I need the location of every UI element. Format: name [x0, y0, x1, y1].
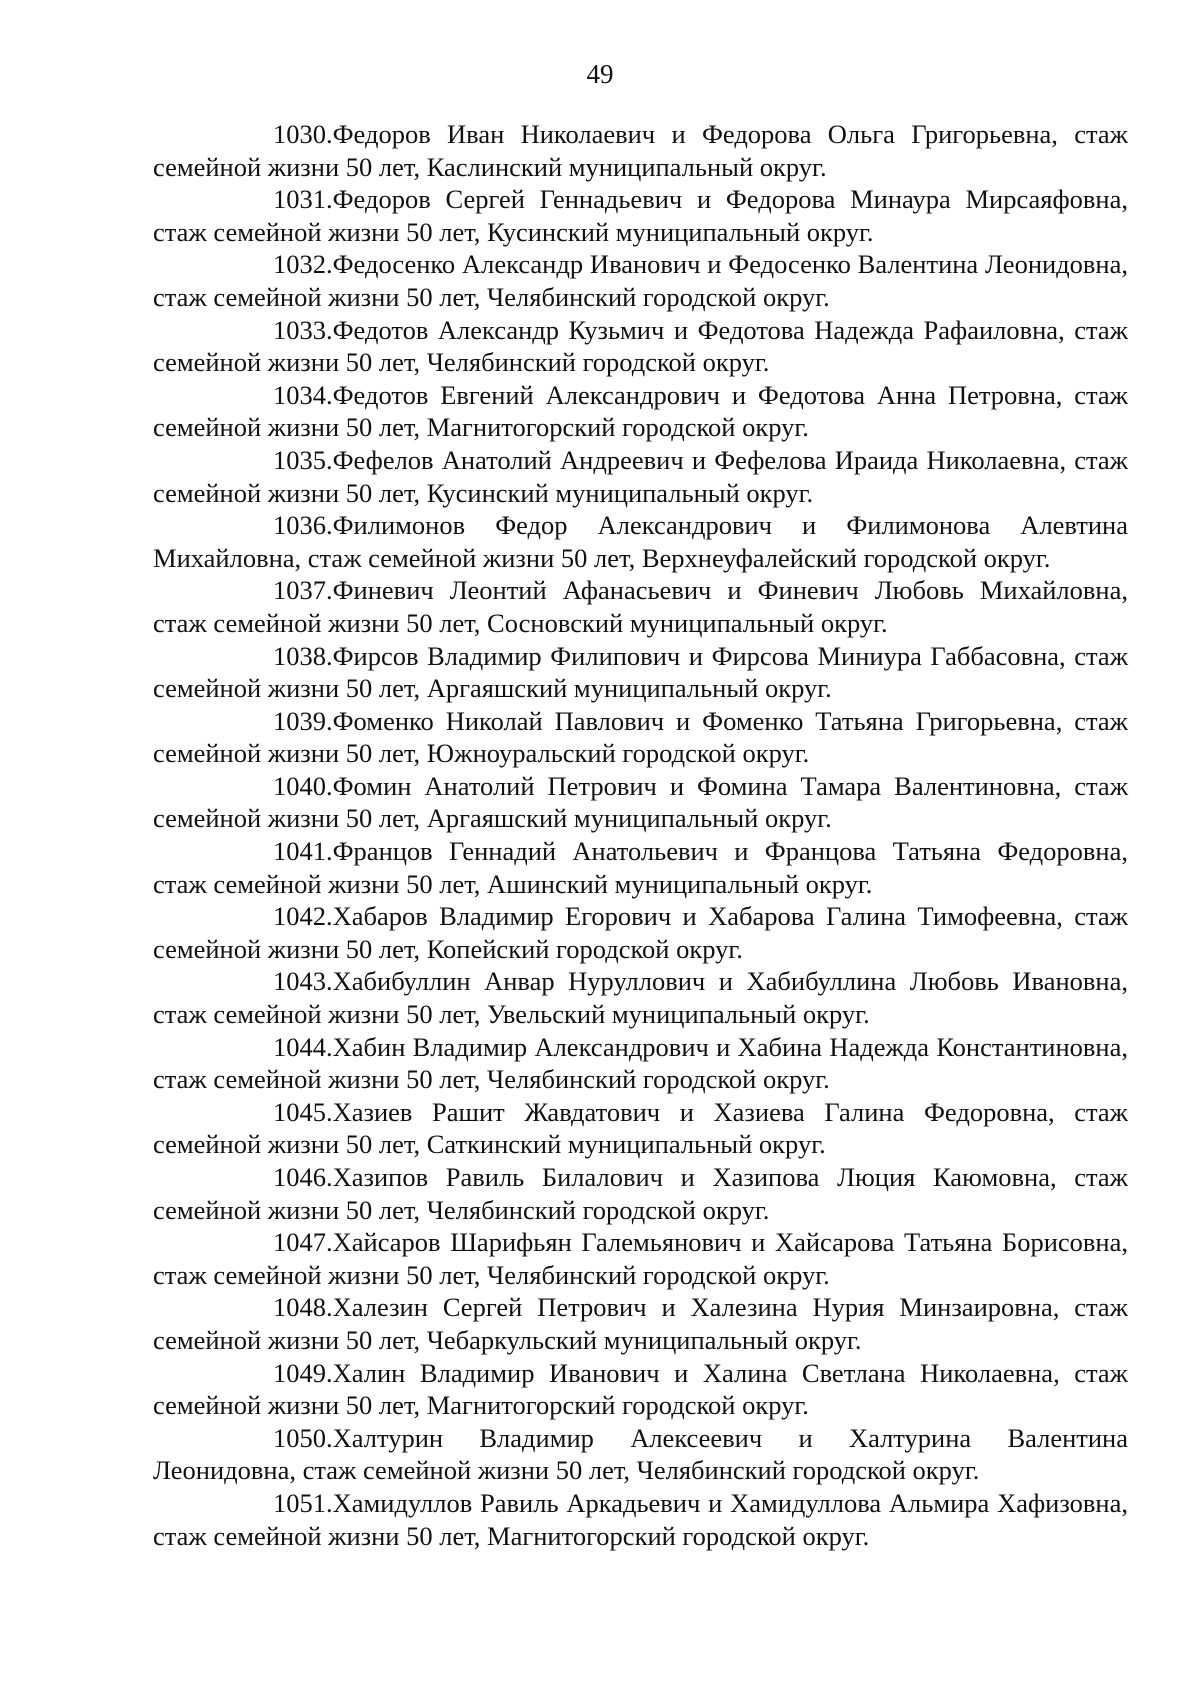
list-item: [153, 118, 1128, 183]
list-item: [153, 379, 1128, 444]
entry-number: 1042.: [273, 901, 333, 932]
entry-number: 1046.: [273, 1162, 333, 1192]
entry-text: Фефелов Анатолий Андреевич и Фефелова Ираида Николаевна, стаж семейной жизни 50 лет, Кусинский муниципальный округ.: [153, 444, 1128, 508]
list-item: [153, 509, 1128, 574]
list-item: [153, 835, 1128, 900]
entry-number: 1049.: [273, 1357, 333, 1388]
list-item: [153, 900, 1128, 965]
entry-number: 1043.: [273, 966, 333, 997]
list-item: [153, 1096, 1128, 1161]
list-item: [153, 1031, 1128, 1096]
entry-number: 1040.: [273, 770, 333, 801]
entry-text: Хабаров Владимир Егорович и Хабарова Галина Тимофеевна, стаж семейной жизни 50 лет, Копейский городской округ.: [153, 901, 1128, 964]
list-item: [153, 1487, 1128, 1552]
list-item: [153, 965, 1128, 1030]
entry-number: 1041.: [273, 836, 333, 867]
entry-text: Фирсов Владимир Филипович и Фирсова Миниура Габбасовна, стаж семейной жизни 50 лет, Аргаяшский муниципальный округ.: [153, 640, 1128, 704]
entry-number: 1037.: [273, 575, 333, 606]
entry-text: Хазиев Рашит Жавдатович и Хазиева Галина Федоровна, стаж семейной жизни 50 лет, Саткинский муниципальный округ.: [153, 1096, 1128, 1160]
entry-text: Фомин Анатолий Петрович и Фомина Тамара Валентиновна, стаж семейной жизни 50 лет, Аргаяшский муниципальный округ.: [153, 770, 1128, 834]
entry-text: Хазипов Равиль Билалович и Хазипова Люция Каюмовна, стаж семейной жизни 50 лет, Челябинский городской округ.: [153, 1162, 1128, 1225]
list-item: [153, 1422, 1128, 1487]
entry-text: Халин Владимир Иванович и Халина Светлана Николаевна, стаж семейной жизни 50 лет, Магнитогорский городской округ.: [153, 1357, 1128, 1421]
list-item: [153, 1226, 1128, 1291]
entry-text: Федоров Сергей Геннадьевич и Федорова Минаура Мирсаяфовна, стаж семейной жизни 50 лет, Кусинский муниципальный округ.: [153, 184, 1128, 247]
entry-text: Филимонов Федор Александрович и Филимонова Алевтина Михайловна, стаж семейной жизни 50 лет, Верхнеуфалейский городской округ.: [153, 510, 1128, 573]
entry-text: Федотов Александр Кузьмич и Федотова Надежда Рафаиловна, стаж семейной жизни 50 лет, Челябинский городской округ.: [153, 314, 1128, 378]
entry-text: Федоров Иван Николаевич и Федорова Ольга Григорьевна, стаж семейной жизни 50 лет, Каслинский муниципальный округ.: [153, 119, 1128, 182]
entry-number: 1048.: [273, 1292, 333, 1323]
entry-text: Хамидуллов Равиль Аркадьевич и Хамидуллова Альмира Хафизовна, стаж семейной жизни 50 лет, Магнитогорский городской округ.: [153, 1487, 1128, 1551]
entry-list: [153, 118, 1128, 1552]
entry-number: 1033.: [273, 314, 333, 345]
entry-number: 1032.: [273, 249, 333, 280]
entry-number: 1045.: [273, 1096, 333, 1127]
entry-number: 1047.: [273, 1227, 333, 1258]
list-item: [153, 183, 1128, 248]
entry-text: Хабин Владимир Александрович и Хабина Надежда Константиновна, стаж семейной жизни 50 лет, Челябинский городской округ.: [153, 1031, 1128, 1095]
list-item: [153, 444, 1128, 509]
entry-number: 1038.: [273, 640, 333, 671]
entry-number: 1030.: [273, 119, 333, 149]
entry-text: Федотов Евгений Александрович и Федотова Анна Петровна, стаж семейной жизни 50 лет, Магнитогорский городской округ.: [153, 379, 1128, 443]
list-item: [153, 1161, 1128, 1226]
entry-number: 1034.: [273, 379, 333, 410]
entry-text: Францов Геннадий Анатольевич и Францова Татьяна Федоровна, стаж семейной жизни 50 лет, Ашинский муниципальный округ.: [153, 836, 1128, 899]
page-number: 49: [586, 59, 614, 89]
list-item: [153, 705, 1128, 770]
list-item: [153, 314, 1128, 379]
list-item: [153, 248, 1128, 313]
entry-number: 1035.: [273, 444, 333, 475]
entry-text: Финевич Леонтий Афанасьевич и Финевич Любовь Михайловна, стаж семейной жизни 50 лет, Сосновский муниципальный округ.: [153, 575, 1128, 638]
entry-number: 1050.: [273, 1422, 333, 1453]
entry-text: Хайсаров Шарифьян Галемьянович и Хайсарова Татьяна Борисовна, стаж семейной жизни 50 лет, Челябинский городской округ.: [153, 1227, 1128, 1290]
entry-number: 1036.: [273, 510, 333, 541]
entry-number: 1039.: [273, 705, 333, 736]
entry-text: Федосенко Александр Иванович и Федосенко Валентина Леонидовна, стаж семейной жизни 50 лет, Челябинский городской округ.: [153, 249, 1128, 312]
entry-text: Фоменко Николай Павлович и Фоменко Татьяна Григорьевна, стаж семейной жизни 50 лет, Южноуральский городской округ.: [153, 705, 1128, 769]
entry-number: 1051.: [273, 1487, 333, 1518]
list-item: [153, 574, 1128, 639]
entry-text: Хабибуллин Анвар Нуруллович и Хабибуллина Любовь Ивановна, стаж семейной жизни 50 лет, Увельский муниципальный округ.: [153, 966, 1128, 1030]
entry-text: Халтурин Владимир Алексеевич и Халтурина Валентина Леонидовна, стаж семейной жизни 50 лет, Челябинский городской округ.: [153, 1422, 1128, 1486]
entry-number: 1044.: [273, 1031, 333, 1062]
entry-text: Халезин Сергей Петрович и Халезина Нурия Минзаировна, стаж семейной жизни 50 лет, Чебаркульский муниципальный округ.: [153, 1292, 1128, 1355]
list-item: [153, 1357, 1128, 1422]
entry-number: 1031.: [273, 184, 333, 215]
list-item: [153, 1291, 1128, 1356]
list-item: [153, 640, 1128, 705]
list-item: [153, 770, 1128, 835]
